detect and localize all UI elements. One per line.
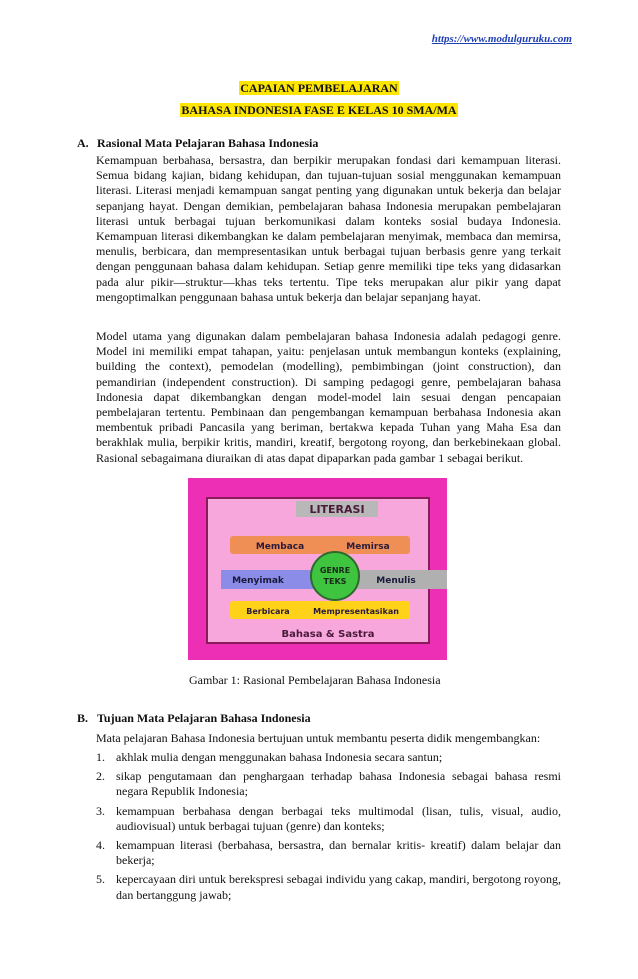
title-line2: BAHASA INDONESIA FASE E KELAS 10 SMA/MA bbox=[181, 103, 457, 117]
section-a-paragraph-2: Model utama yang digunakan dalam pembelajaran bahasa Indonesia adalah pedagogi genre. Model ini memiliki empat tahapan, yaitu: penjelasan untuk membangun konteks (explaining, building the context), pemodelan (modelling), pembimbingan (joint construction), dan pemandirian (independent construction). Di samping pedagogi genre, pembelajaran bahasa Indonesia dapat dikembangkan dengan model-model lain sesuai dengan pencapaian pembelajaran tertentu. Pembinaan dan pengembangan kemampuan berbahasa Indonesia akan membentuk pribadi Pancasila yang beriman, bertakwa kepada Tuhan yang Maha Esa dan berakhlak mulia, berpikir kritis, mandiri, kreatif, bergotong royong, dan berkebinekaan global. Rasional sebagaimana diuraikan di atas dapat dipaparkan pada gambar 1 sebagai berikut. bbox=[96, 329, 561, 465]
document-subtitle bbox=[0, 103, 638, 118]
section-b-heading bbox=[77, 711, 311, 726]
list-item-text: kemampuan berbahasa dengan berbagai teks multimodal (lisan, tulis, visual, audio, audiovisual) untuk berbagai tujuan (genre) dan konteks; bbox=[116, 803, 561, 833]
list-item-number: 1. bbox=[96, 750, 105, 764]
list-item-text: akhlak mulia dengan menggunakan bahasa Indonesia secara santun; bbox=[116, 750, 443, 764]
list-item bbox=[96, 838, 561, 868]
section-b-title: Tujuan Mata Pelajaran Bahasa Indonesia bbox=[97, 711, 311, 725]
list-item-number: 4. bbox=[96, 838, 105, 853]
bahasa-sastra-label: Bahasa & Sastra bbox=[281, 629, 375, 640]
list-item-number: 2. bbox=[96, 769, 105, 784]
membaca-label: Membaca bbox=[255, 542, 305, 552]
document-title bbox=[0, 81, 638, 96]
genre-teks-circle bbox=[311, 552, 359, 600]
memirsa-label: Memirsa bbox=[346, 542, 390, 552]
genre-label: GENRE bbox=[319, 566, 351, 575]
teks-label: TEKS bbox=[323, 577, 347, 586]
list-item bbox=[96, 750, 561, 765]
mempresentasikan-label: Mempresentasikan bbox=[313, 607, 399, 616]
section-b-letter: B. bbox=[77, 711, 89, 725]
section-a-letter: A. bbox=[77, 136, 89, 150]
list-item bbox=[96, 769, 561, 799]
list-item-text: kepercayaan diri untuk berekspresi sebagai individu yang cakap, mandiri, bergotong royong, dan bertanggung jawab; bbox=[116, 872, 561, 902]
berbicara-label: Berbicara bbox=[246, 607, 290, 616]
section-a-title: Rasional Mata Pelajaran Bahasa Indonesia bbox=[97, 136, 319, 150]
literasi-diagram bbox=[188, 478, 447, 660]
section-b-intro: Mata pelajaran Bahasa Indonesia bertujuan untuk membantu peserta didik mengembangkan: bbox=[96, 731, 541, 745]
literasi-label: LITERASI bbox=[309, 503, 365, 516]
list-item-text: sikap pengutamaan dan penghargaan terhadap bahasa Indonesia sebagai bahasa resmi negara Republik Indonesia; bbox=[116, 769, 561, 799]
list-item-number: 3. bbox=[96, 803, 105, 818]
title-line1: CAPAIAN PEMBELAJARAN bbox=[240, 81, 398, 95]
list-item-text: kemampuan literasi (berbahasa, bersastra, dan bernalar kritis- kreatif) dalam belajar dan bekerja; bbox=[116, 838, 561, 868]
menyimak-label: Menyimak bbox=[232, 576, 284, 586]
section-a-paragraph-1: Kemampuan berbahasa, bersastra, dan berpikir merupakan fondasi dari kemampuan literasi. Semua bidang kajian, bidang kehidupan, dan tujuan-tujuan sosial menggunakan kemampuan literasi. Literasi menjadi kemampuan sangat penting yang digunakan untuk bekerja dan belajar sepanjang hayat. Dengan demikian, pembelajaran bahasa Indonesia merupakan pembelajaran literasi untuk berbagai tujuan berkomunikasi dalam konteks sosial budaya Indonesia. Kemampuan literasi dikembangkan ke dalam pembelajaran menyimak, membaca dan memirsa, menulis, berbicara, dan mempresentasikan untuk berbagai tujuan berbasis genre yang terkait dengan penggunaan bahasa dalam kehidupan. Setiap genre memiliki tipe teks yang didasarkan pada alur pikir—struktur—khas teks tertentu. Tipe teks merupakan alur pikir yang dapat mengoptimalkan penggunaan bahasa untuk bekerja dan belajar sepanjang hayat. bbox=[96, 153, 561, 304]
objectives-list bbox=[96, 750, 561, 903]
header-url[interactable]: https://www.modulguruku.com bbox=[431, 33, 572, 45]
list-item-number: 5. bbox=[96, 872, 105, 887]
figure-caption: Gambar 1: Rasional Pembelajaran Bahasa Indonesia bbox=[189, 673, 441, 687]
section-a-heading bbox=[77, 136, 318, 151]
list-item bbox=[96, 872, 561, 902]
list-item bbox=[96, 804, 561, 834]
menulis-label: Menulis bbox=[376, 576, 416, 586]
